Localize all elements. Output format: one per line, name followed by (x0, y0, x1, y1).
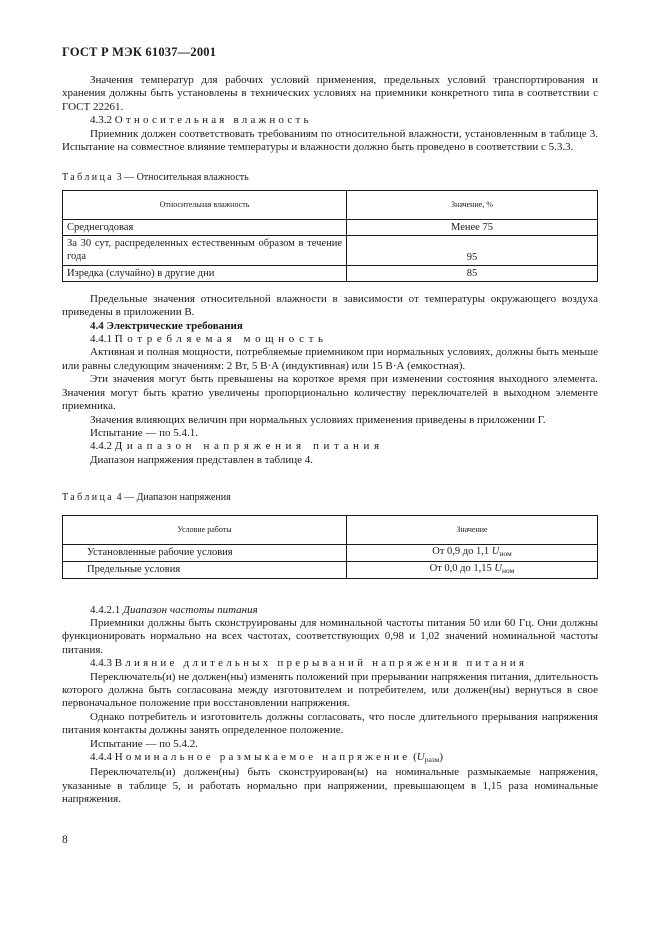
table-cell: Менее 75 (347, 219, 598, 235)
table3-caption: Таблица 3 — Относительная влажность (62, 172, 249, 184)
table-cell: 95 (347, 235, 598, 265)
table4 (62, 515, 598, 579)
section-heading-4-4-4: 4.4.4 Номинальное размыкаемое напряжение $(U_{разм})$ (90, 751, 444, 764)
table-header-cell: Относительная влажность (63, 190, 347, 219)
paragraph: Испытание — по 5.4.1. (90, 426, 198, 439)
table-cell: Предельные условия (63, 561, 347, 578)
table-row (63, 219, 598, 235)
section-heading-4-4: 4.4 Электрические требования (90, 319, 243, 332)
table-header-row (63, 515, 598, 544)
page-number: 8 (62, 834, 68, 846)
table-cell: От 0,0 до 1,15 $U_{ном}$ (347, 561, 598, 578)
paragraph: Эти значения могут быть превышены на короткое время при изменении состояния выходного элемента. Значения могут быть кратно увеличены пропорционально количеству переключателей в выходном элементе приемника. (62, 373, 598, 413)
table-cell: 85 (347, 265, 598, 281)
table-cell: Среднегодовая (63, 219, 347, 235)
table-row (63, 544, 598, 561)
paragraph: Предельные значения относительной влажности в зависимости от температуры окружающего воздуха приведены в приложении В. (62, 292, 598, 319)
table-cell: Установленные рабочие условия (63, 544, 347, 561)
paragraph: Диапазон напряжения представлен в таблице 4. (90, 453, 314, 466)
table-row (63, 265, 598, 281)
table-header-cell: Значение (347, 515, 598, 544)
table-header-cell: Условие работы (63, 515, 347, 544)
section-heading-4-4-2-1: 4.4.2.1 Диапазон частоты питания (90, 603, 258, 616)
table-cell: От 0,9 до 1,1 $U_{ном}$ (347, 544, 598, 561)
paragraph: Приемники должны быть сконструированы для номинальной частоты питания 50 или 60 Гц. Они должны функционировать нормально на всех частотах, соответствующих 0,98 и 1,02 значений номинальной частоты питания. (62, 616, 598, 656)
paragraph: Приемник должен соответствовать требованиям по относительной влажности, установленным в таблице 3. Испытание на совместное влияние температуры и влажности должно быть проведено в соответствии с 5.3.3. (62, 127, 598, 154)
document-body (62, 74, 598, 807)
table4-caption: Таблица 4 — Диапазон напряжения (62, 492, 231, 504)
section-heading-4-3-2: 4.3.2 Относительная влажность (90, 114, 312, 127)
table-header-cell: Значение, % (347, 190, 598, 219)
table-cell: За 30 сут, распределенных естественным образом в течение года (63, 235, 347, 265)
section-heading-4-4-2: 4.4.2 Диапазон напряжения питания (90, 440, 384, 453)
section-heading-4-4-1: 4.4.1 Потребляемая мощность (90, 333, 328, 346)
table-row (63, 235, 598, 265)
paragraph: Активная и полная мощности, потребляемые приемником при нормальных условиях, должны быть меньше или равны следующим значениям: 2 Вт, 5 В·А (индуктивная) или 15 В·А (емкостная). (62, 346, 598, 372)
paragraph: Однако потребитель и изготовитель должны согласовать, что после длительного прерывания напряжения питания контакты должны занять определенное положение. (62, 710, 598, 737)
paragraph: Переключатель(и) должен(ны) быть сконструирован(ы) на номинальные размыкаемые напряжения, указанные в таблице 5, и работать нормально при напряжении, превышающем в 1,15 раза номинальные напряжения. (62, 766, 598, 806)
table-cell: Изредка (случайно) в другие дни (63, 265, 347, 281)
paragraph: Значения влияющих величин при нормальных условиях применения приведены в приложении Г. (90, 413, 546, 426)
table-row (63, 561, 598, 578)
paragraph: Значения температур для рабочих условий применения, предельных условий транспортирования и хранения должны быть установлены в технических условиях на приемники конкретного типа в соответствии с ГОСТ 22261. (62, 74, 598, 113)
paragraph: Испытание — по 5.4.2. (90, 737, 198, 750)
table-header-row (63, 190, 598, 219)
paragraph: Переключатель(и) не должен(ны) изменять положений при прерывании напряжения питания, длительность которого должна быть согласована между изготовителем и потребителем, или должен(ны) вернуться в свое первоначальное положение при восстановлении напряжения. (62, 670, 598, 710)
section-heading-4-4-3: 4.4.3 Влияние длительных прерываний напряжения питания (90, 657, 528, 670)
table3 (62, 190, 598, 282)
document-header: ГОСТ Р МЭК 61037—2001 (62, 45, 217, 59)
